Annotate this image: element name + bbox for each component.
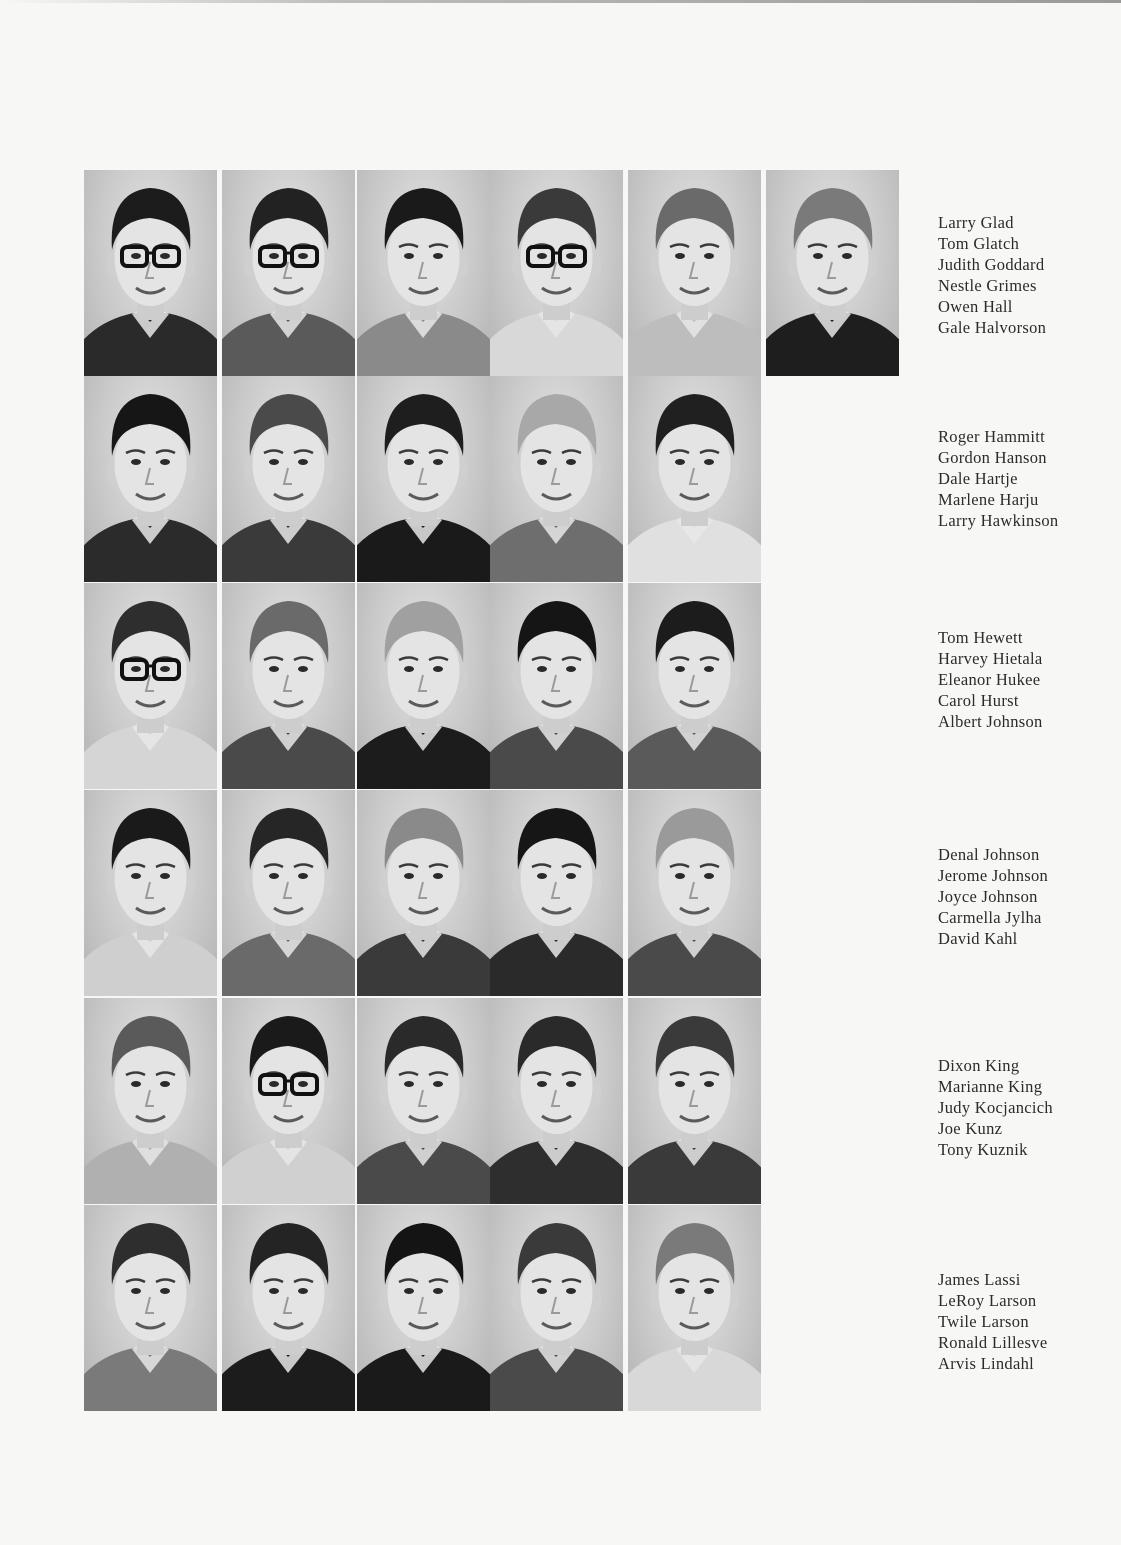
portrait-photo	[490, 1205, 623, 1411]
student-name: David Kahl	[938, 929, 1018, 948]
portrait-photo	[628, 998, 761, 1204]
student-name: Gale Halvorson	[938, 318, 1047, 337]
portrait-photo	[222, 790, 355, 996]
portrait-row-5	[84, 998, 1084, 1204]
student-name: Larry Glad	[938, 213, 1014, 232]
student-name: Joyce Johnson	[938, 887, 1038, 906]
page-top-edge	[0, 0, 1121, 3]
portrait-photo	[357, 1205, 490, 1411]
student-name: Dixon King	[938, 1056, 1020, 1075]
portrait-photo	[628, 376, 761, 582]
portrait-photo	[84, 1205, 217, 1411]
student-name: Eleanor Hukee	[938, 670, 1041, 689]
portrait-photo	[222, 583, 355, 789]
portrait-photo	[222, 376, 355, 582]
name-list	[938, 627, 1043, 732]
student-name: Marianne King	[938, 1077, 1043, 1096]
student-name: Nestle Grimes	[938, 276, 1037, 295]
portrait-photo	[490, 170, 623, 376]
student-name: LeRoy Larson	[938, 1291, 1037, 1310]
student-name: Joe Kunz	[938, 1119, 1003, 1138]
portrait-photo	[490, 998, 623, 1204]
name-list	[938, 844, 1048, 949]
portrait-photo	[357, 583, 490, 789]
portrait-row-2	[84, 376, 1084, 582]
portrait-photo	[84, 376, 217, 582]
portrait-photo	[222, 170, 355, 376]
student-name: Tom Glatch	[938, 234, 1020, 253]
portrait-photo	[357, 170, 490, 376]
portrait-photo	[84, 790, 217, 996]
student-name: Twile Larson	[938, 1312, 1029, 1331]
student-name: James Lassi	[938, 1270, 1021, 1289]
portrait-row-1	[84, 170, 1084, 376]
student-name: Carmella Jylha	[938, 908, 1042, 927]
portrait-photo	[84, 170, 217, 376]
portrait-row-4	[84, 790, 1084, 996]
student-name: Albert Johnson	[938, 712, 1043, 731]
portrait-photo	[84, 998, 217, 1204]
student-name: Judy Kocjancich	[938, 1098, 1053, 1117]
portrait-photo	[84, 583, 217, 789]
student-name: Carol Hurst	[938, 691, 1019, 710]
name-list	[938, 1269, 1047, 1374]
name-list	[938, 1055, 1053, 1160]
portrait-photo	[357, 790, 490, 996]
student-name: Arvis Lindahl	[938, 1354, 1035, 1373]
name-list	[938, 426, 1058, 531]
student-name: Roger Hammitt	[938, 427, 1046, 446]
portrait-photo	[490, 583, 623, 789]
student-name: Judith Goddard	[938, 255, 1045, 274]
portrait-photo	[628, 790, 761, 996]
portrait-row-6	[84, 1205, 1084, 1411]
student-name: Harvey Hietala	[938, 649, 1043, 668]
portrait-photo	[357, 998, 490, 1204]
portrait-photo	[628, 170, 761, 376]
portrait-photo	[628, 583, 761, 789]
name-list	[938, 212, 1046, 338]
student-name: Jerome Johnson	[938, 866, 1049, 885]
portrait-photo	[766, 170, 899, 376]
student-name: Dale Hartje	[938, 469, 1018, 488]
portrait-photo	[357, 376, 490, 582]
portrait-row-3	[84, 583, 1084, 789]
student-name: Gordon Hanson	[938, 448, 1047, 467]
portrait-photo	[490, 790, 623, 996]
student-name: Tom Hewett	[938, 628, 1023, 647]
student-name: Ronald Lillesve	[938, 1333, 1048, 1352]
student-name: Owen Hall	[938, 297, 1013, 316]
portrait-photo	[222, 1205, 355, 1411]
student-name: Tony Kuznik	[938, 1140, 1028, 1159]
student-name: Marlene Harju	[938, 490, 1039, 509]
portrait-photo	[222, 998, 355, 1204]
portrait-photo	[490, 376, 623, 582]
portrait-photo	[628, 1205, 761, 1411]
student-name: Denal Johnson	[938, 845, 1040, 864]
student-name: Larry Hawkinson	[938, 511, 1059, 530]
